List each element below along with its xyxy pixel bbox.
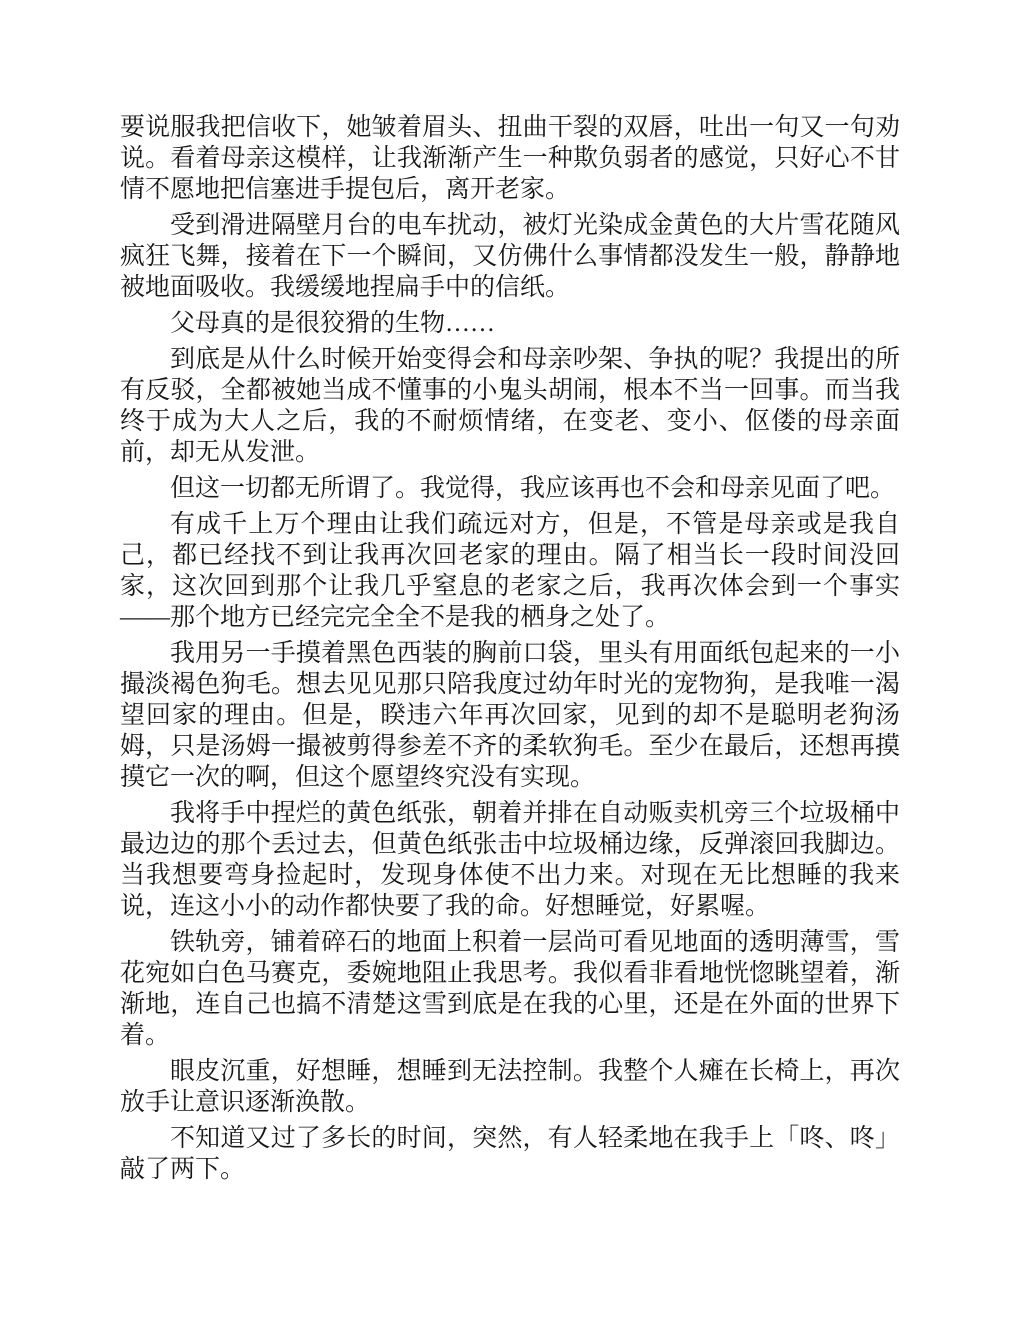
paragraph: 有成千上万个理由让我们疏远对方，但是，不管是母亲或是我自己，都已经找不到让我再次回老家的理由。隔了相当长一段时间没回家，这次回到那个让我几乎窒息的老家之后，我再次体会到一个事实——那个地方已经完完全全不是我的栖身之处了。: [120, 511, 900, 631]
paragraph: 受到滑进隔壁月台的电车扰动，被灯光染成金黄色的大片雪花随风疯狂飞舞，接着在下一个瞬间，又仿佛什么事情都没发生一般，静静地被地面吸收。我缓缓地捏扁手中的信纸。: [120, 212, 900, 301]
paragraph: 到底是从什么时候开始变得会和母亲吵架、争执的呢？我提出的所有反驳，全都被她当成不懂事的小鬼头胡闹，根本不当一回事。而当我终于成为大人之后，我的不耐烦情绪，在变老、变小、伛偻的母亲面前，却无从发泄。: [120, 346, 900, 466]
paragraph: 要说服我把信收下，她皱着眉头、扭曲干裂的双唇，吐出一句又一句劝说。看着母亲这模样，让我渐渐产生一种欺负弱者的感觉，只好心不甘情不愿地把信塞进手提包后，离开老家。: [120, 114, 900, 203]
paragraph: 我用另一手摸着黑色西装的胸前口袋，里头有用面纸包起来的一小撮淡褐色狗毛。想去见见那只陪我度过幼年时光的宠物狗，是我唯一渴望回家的理由。但是，睽违六年再次回家，见到的却不是聪明老狗汤姆，只是汤姆一撮被剪得参差不齐的柔软狗毛。至少在最后，还想再摸摸它一次的啊，但这个愿望终究没有实现。: [120, 640, 900, 791]
paragraph: 铁轨旁，铺着碎石的地面上积着一层尚可看见地面的透明薄雪，雪花宛如白色马赛克，委婉地阻止我思考。我似看非看地恍惚眺望着，渐渐地，连自己也搞不清楚这雪到底是在我的心里，还是在外面的世界下着。: [120, 929, 900, 1049]
paragraph: 我将手中捏烂的黄色纸张，朝着并排在自动贩卖机旁三个垃圾桶中最边边的那个丢过去，但黄色纸张击中垃圾桶边缘，反弹滚回我脚边。当我想要弯身捡起时，发现身体使不出力来。对现在无比想睡的我来说，连这小小的动作都快要了我的命。好想睡觉，好累喔。: [120, 800, 900, 920]
page-text-block: [120, 112, 900, 1190]
paragraph: 眼皮沉重，好想睡，想睡到无法控制。我整个人瘫在长椅上，再次放手让意识逐渐涣散。: [120, 1058, 900, 1116]
paragraph: 但这一切都无所谓了。我觉得，我应该再也不会和母亲见面了吧。: [170, 475, 896, 502]
paragraph: 父母真的是很狡猾的生物……: [170, 310, 496, 337]
paragraph: 不知道又过了多长的时间，突然，有人轻柔地在我手上「咚、咚」敲了两下。: [120, 1125, 900, 1183]
